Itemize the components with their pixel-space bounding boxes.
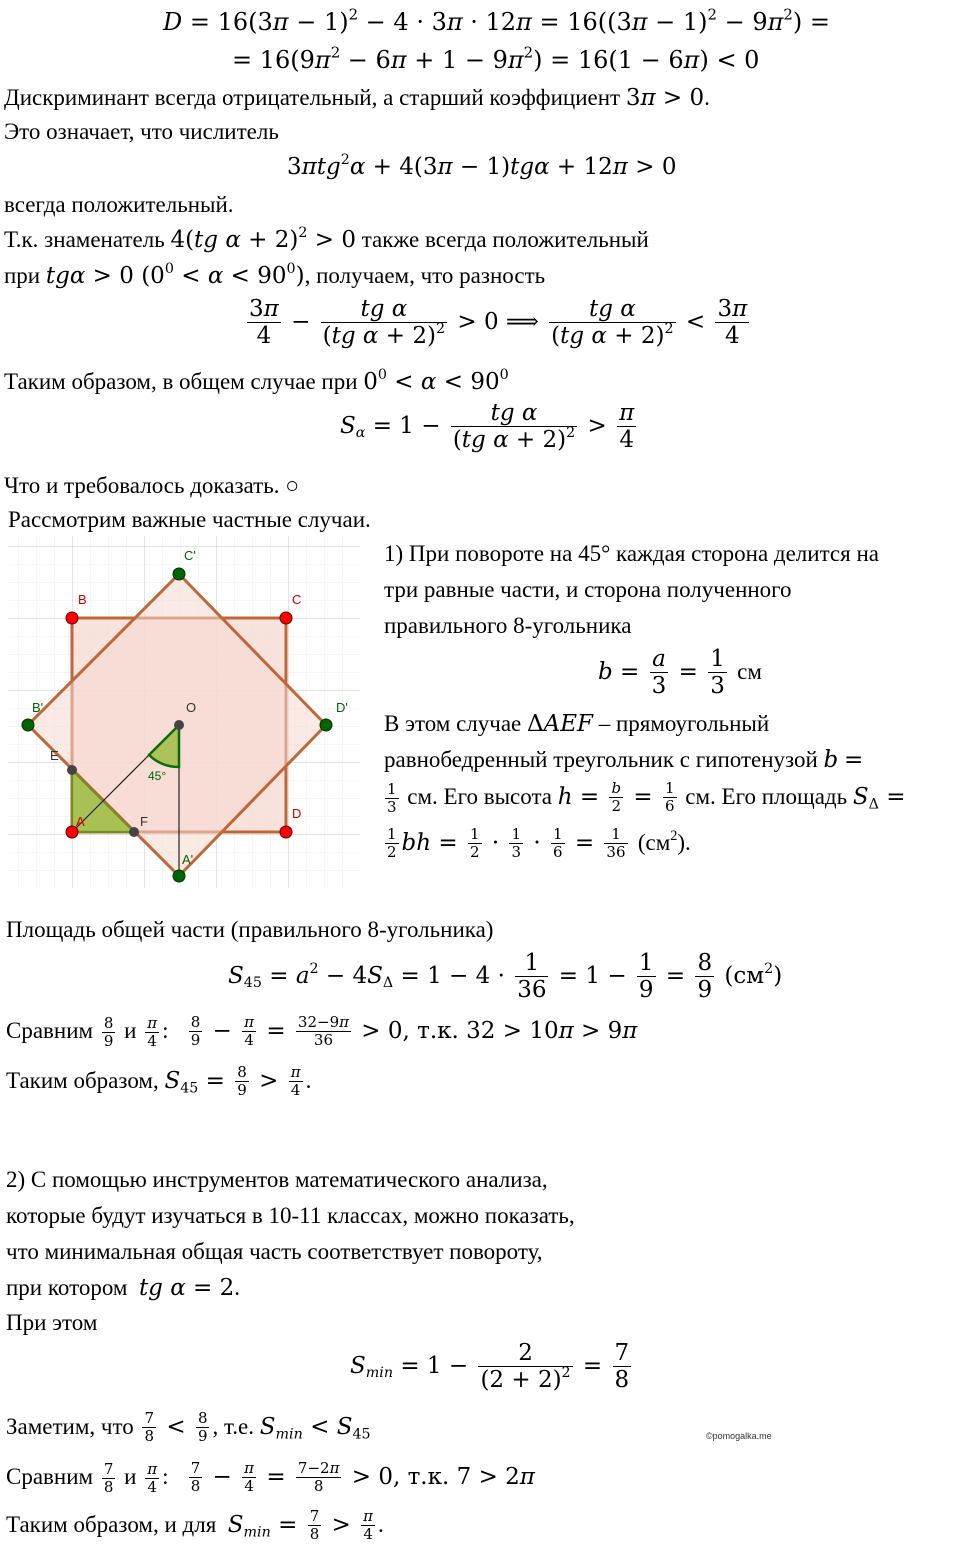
case1-line4: В этом случае ΔAEF – прямоугольный xyxy=(384,711,770,737)
point-c-prime xyxy=(173,568,185,580)
b-equation: b = $\frac{a}{3}$ = $\frac{1}{3}$ см xyxy=(598,646,762,700)
point-e xyxy=(67,765,77,775)
label-c-prime: C' xyxy=(184,548,196,563)
compare2-text: Сравним $\frac{7}{8}$ и $\frac{\pi}{4}$ : $\frac{7}{8}$ − $\frac{\pi}{4}$ = $\frac{7-2\pi}{8}$ > 0, т.к. 7 > 2π xyxy=(6,1459,535,1496)
area-common-text: Площадь общей части (правильного 8-угольника) xyxy=(6,917,494,942)
label-a-prime: A' xyxy=(182,852,194,867)
compare1-text: Сравним $\frac{8}{9}$ и $\frac{\pi}{4}$ : $\frac{8}{9}$ − $\frac{\pi}{4}$ = $\frac{32-9\pi}{36}$ > 0, т.к. 32 > 10π > 9π xyxy=(6,1013,638,1050)
label-a: A xyxy=(76,814,85,829)
s45-equation: $S_{45} = a^2 - 4S_\Delta = 1 - 4$ · $\frac{1}{36}$ = 1 − $\frac{1}{9}$ = $\frac{8}{9}$ $(см^2)$ xyxy=(228,950,783,1004)
qed-text: Что и требовалось доказать. ○ xyxy=(4,473,300,498)
label-b-prime: B' xyxy=(32,700,44,715)
case1-line7: $\frac{1}{2}$ bh = $\frac{1}{2}$ · $\frac{1}{3}$ · $\frac{1}{6}$ = $\frac{1}{36}$ $(см^2)$. xyxy=(387,825,691,862)
case1-line3: правильного 8-угольника xyxy=(384,613,632,638)
label-e: E xyxy=(50,748,59,763)
when-text: при tgα > 0 $(0^0 < \alpha < 90^0)$, получаем, что разность xyxy=(4,261,546,289)
geometry-figure xyxy=(8,536,360,888)
watermark: ©pomogalka.me xyxy=(706,1431,772,1441)
thus-s45-text: Таким образом, $S_{45}$ = $\frac{8}{9}$ > $\frac{\pi}{4}$ . xyxy=(6,1063,312,1100)
denominator-text: Т.к. знаменатель 4(tg α + 2)$^2$ > 0 также всегда положительный xyxy=(4,225,649,253)
means-text: Это означает, что числитель xyxy=(4,119,279,144)
label-d: D xyxy=(292,806,302,821)
case2-line1: 2) С помощью инструментов математического анализа, xyxy=(6,1167,548,1192)
equation-d-line1: $D = 16(3\pi - 1)^2 - 4 \cdot 3\pi \cdot 12\pi = 16((3\pi - 1)^2 - 9\pi^2)$ = xyxy=(163,5,830,36)
case2-line2: которые будут изучаться в 10-11 классах, можно показать, xyxy=(6,1203,575,1228)
label-f: F xyxy=(140,814,148,829)
case2-line3: что минимальная общая часть соответствует повороту, xyxy=(6,1239,543,1264)
discriminant-text: Дискриминант всегда отрицательный, а старший коэффициент 3π > 0. xyxy=(4,85,710,111)
point-b-prime xyxy=(22,719,34,731)
point-a-prime xyxy=(173,870,185,882)
point-b xyxy=(66,612,78,624)
thus-general-text: Таким образом, в общем случае при $0^0 < \alpha < 90^0$ xyxy=(4,367,509,395)
label-c: C xyxy=(292,592,302,607)
numerator-inequality: 3πtg$^2$α + 4(3π − 1)tgα + 12π > 0 xyxy=(287,152,677,180)
note-text: Заметим, что $\frac{7}{8}$ < $\frac{8}{9}$ , т.е. $S_{min} < S_{45}$ xyxy=(6,1409,371,1446)
case1-line5: равнобедренный треугольник с гипотенузой b = xyxy=(384,747,864,773)
thus-smin-text: Таким образом, и для $S_{min}$ = $\frac{7}{8}$ > $\frac{\pi}{4}$ . xyxy=(6,1507,384,1544)
s-alpha-inequality: $S_\alpha = 1$ − $\frac{\text{tg α}}{(tg \alpha + 2)^2}$ > $\frac{\pi}{4}$ xyxy=(340,400,635,454)
label-b: B xyxy=(78,592,87,607)
case2-line4: при котором tg α = 2. xyxy=(6,1275,241,1301)
consider-text: Рассмотрим важные частные случаи. xyxy=(8,507,371,532)
difference-inequality: $\frac{3\pi}{4}$ − $\frac{\text{tg α}}{(tg \alpha + 2)^2}$ > 0 ⟹ $\frac{\text{tg α}}{(tg \alpha + 2)^2}$ < $\frac{3\pi}{4}$ xyxy=(249,296,748,350)
label-o: O xyxy=(186,700,197,715)
point-d-prime xyxy=(320,719,332,731)
always-positive-text: всегда положительный. xyxy=(4,192,234,217)
point-d xyxy=(280,826,292,838)
case1-line1: 1) При повороте на 45° каждая сторона делится на xyxy=(384,541,879,566)
case1-line2: три равные части, и сторона полученного xyxy=(384,577,792,602)
label-d-prime: D' xyxy=(336,700,348,715)
smin-equation: $S_{min} = 1$ − $\frac{2}{(2 + 2)^2}$ = $\frac{7}{8}$ xyxy=(350,1340,630,1394)
equation-d-line2: = $16(9\pi^2 - 6\pi + 1 - 9\pi^2) = 16(1 - 6\pi) < 0$ xyxy=(232,43,760,74)
point-f xyxy=(129,827,139,837)
point-o xyxy=(174,720,184,730)
case1-line6: $\frac{1}{3}$ см. Его высота h = $\frac{b}{2}$ = $\frac{1}{6}$ см. Его площадь $S_\Delta$ = xyxy=(387,779,906,816)
point-c xyxy=(280,612,292,624)
angle-label: 45° xyxy=(148,769,167,783)
at-this-text: При этом xyxy=(6,1310,98,1335)
